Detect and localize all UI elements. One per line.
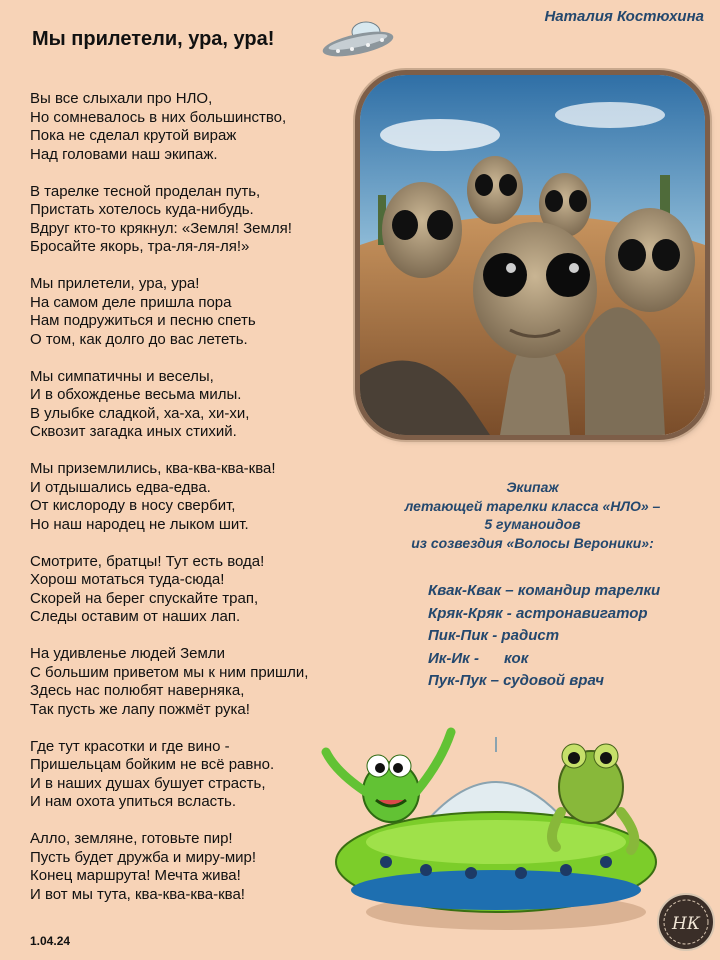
poem-stanza bbox=[30, 275, 370, 349]
poem-line: Но наш народец не лыком шит. bbox=[30, 515, 249, 533]
author-monogram-seal bbox=[656, 892, 716, 952]
poem-line: С большим приветом мы к ним пришли, bbox=[30, 663, 309, 681]
poem-line: Мы прилетели, ура, ура! bbox=[30, 275, 200, 292]
poem-title: Мы прилетели, ура, ура! bbox=[32, 28, 275, 50]
crew-member: Пик-Пик - радист bbox=[428, 627, 560, 644]
poem-line: Алло, земляне, готовьте пир! bbox=[30, 830, 233, 847]
poem-stanza bbox=[30, 183, 370, 257]
crew-heading bbox=[360, 478, 705, 552]
poem-line: О том, как долго до вас лететь. bbox=[30, 330, 248, 348]
poem-line: Здесь нас полюбят наверняка, bbox=[30, 682, 245, 699]
poem-line: В улыбке сладкой, ха-ха, хи-хи, bbox=[30, 404, 250, 422]
frogs-on-ufo-illustration bbox=[306, 712, 686, 937]
poem-line: Вдруг кто-то крякнул: «Земля! Земля! bbox=[30, 219, 292, 237]
poem-line: Над головами наш экипаж. bbox=[30, 145, 218, 163]
poem-line: Бросайте якорь, тра-ля-ля-ля!» bbox=[30, 238, 250, 255]
poem-line: И отдышались едва-едва. bbox=[30, 478, 211, 496]
poem-line: И нам охота упиться всласть. bbox=[30, 793, 237, 810]
poem-stanza bbox=[30, 553, 370, 627]
seal-monogram: НК bbox=[672, 914, 700, 934]
poem-line: И в обхожденье весьма милы. bbox=[30, 386, 242, 403]
crew-heading-line: Экипаж bbox=[506, 479, 559, 495]
poem-line: Хорош мотаться туда-сюда! bbox=[30, 571, 225, 588]
crew-member: Кряк-Кряк - астронавигатор bbox=[428, 604, 648, 622]
poem-line: Конец маршрута! Мечта жива! bbox=[30, 867, 241, 884]
poem-line: На удивленье людей Земли bbox=[30, 645, 225, 662]
crew-heading-line: 5 гуманоидов bbox=[484, 516, 581, 532]
poem-line: Пристать хотелось куда-нибудь. bbox=[30, 201, 254, 218]
poem-line: Но сомневалось в них большинство, bbox=[30, 108, 287, 126]
poem-stanza bbox=[30, 368, 370, 442]
poem-line: И в наших душах бушует страсть, bbox=[30, 774, 266, 792]
crew-member: Пук-Пук – судовой врач bbox=[428, 672, 604, 689]
poem-line: В тарелке тесной проделан путь, bbox=[30, 182, 261, 200]
poem-line: Мы симпатичны и веселы, bbox=[30, 367, 214, 385]
poem-line: Пришельцам бойким не всё равно. bbox=[30, 756, 275, 773]
poem-line: Пока не сделал крутой вираж bbox=[30, 127, 237, 144]
poem-line: На самом деле пришла пора bbox=[30, 293, 232, 311]
poem-line: Где тут красотки и где вино - bbox=[30, 737, 230, 755]
poem-line: Так пусть же лапу пожмёт рука! bbox=[30, 700, 250, 718]
author-name: Наталия Костюхина bbox=[544, 8, 704, 25]
poem-line: И вот мы тута, ква-ква-ква-ква! bbox=[30, 885, 245, 903]
poem-line: От кислороду в носу свербит, bbox=[30, 497, 236, 514]
poem-line: Скорей на берег спускайте трап, bbox=[30, 589, 259, 607]
poem-stanza bbox=[30, 460, 370, 534]
date-label: 1.04.24 bbox=[30, 934, 71, 948]
aliens-photo bbox=[360, 75, 705, 435]
poem-line: Мы приземлились, ква-ква-ква-ква! bbox=[30, 460, 276, 477]
poem-line: Пусть будет дружба и миру-мир! bbox=[30, 848, 257, 866]
poem-stanza bbox=[30, 90, 370, 164]
poem-line: Смотрите, братцы! Тут есть вода! bbox=[30, 552, 265, 570]
crew-list bbox=[428, 580, 660, 693]
poem-line: Нам подружиться и песню спеть bbox=[30, 312, 256, 329]
crew-member: Квак-Квак – командир тарелки bbox=[428, 582, 661, 599]
poem-line: Следы оставим от наших лап. bbox=[30, 608, 241, 625]
poem-line: Вы все слыхали про НЛО, bbox=[30, 90, 213, 107]
crew-heading-line: летающей тарелки класса «НЛО» – bbox=[404, 497, 661, 514]
crew-member: Ик-Ик - кок bbox=[428, 649, 529, 667]
crew-heading-line: из созвездия «Волосы Вероники»: bbox=[411, 534, 654, 551]
poem-line: Сквозит загадка иных стихий. bbox=[30, 423, 237, 440]
poem-stanza bbox=[30, 645, 370, 719]
flying-saucer-icon bbox=[318, 18, 398, 62]
